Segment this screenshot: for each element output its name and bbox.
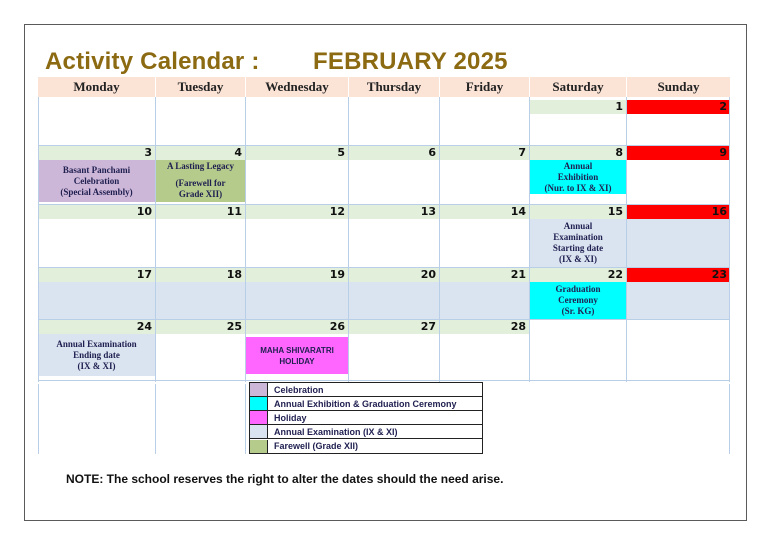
date-cell: 12 [246, 205, 348, 219]
legend-swatch [250, 383, 268, 396]
date-cell: 20 [349, 268, 439, 282]
exam-period-fill [627, 282, 730, 319]
date-cell: 13 [349, 205, 439, 219]
weekday-header-row [38, 77, 730, 97]
date-cell: 14 [440, 205, 529, 219]
grid-line [729, 384, 730, 454]
date-cell: 7 [440, 146, 529, 160]
legend-item [250, 439, 482, 453]
header-sunday: Sunday [627, 77, 730, 97]
grid-line [626, 97, 627, 382]
date-cell: 27 [349, 320, 439, 334]
grid-line [529, 97, 530, 382]
header-tuesday: Tuesday [156, 77, 245, 97]
header-saturday: Saturday [530, 77, 626, 97]
legend-swatch [250, 425, 268, 438]
event-line: HOLIDAY [279, 356, 315, 366]
date-cell: 26 [246, 320, 348, 334]
grid-line [38, 145, 730, 146]
event-line: Ending date [73, 349, 120, 360]
date-cell: 16 [627, 205, 730, 219]
event-line: (Nur. to IX & XI) [544, 182, 612, 193]
event-exam-start [530, 219, 626, 267]
grid-line [38, 97, 39, 382]
legend-label: Annual Exhibition & Graduation Ceremony [274, 398, 457, 409]
event-line: (IX & XI) [77, 360, 116, 371]
header-wednesday: Wednesday [246, 77, 348, 97]
date-cell: 21 [440, 268, 529, 282]
event-line: Annual Examination [56, 338, 137, 349]
grid-line [38, 204, 730, 205]
event-graduation [530, 282, 626, 319]
legend [249, 382, 483, 454]
calendar-grid [38, 97, 730, 382]
date-cell: 28 [440, 320, 529, 334]
legend-label: Farewell (Grade XII) [274, 441, 359, 451]
event-line: Ceremony [558, 295, 598, 305]
legend-swatch [250, 440, 268, 453]
grid-line [439, 97, 440, 382]
date-cell: 23 [627, 268, 730, 282]
title-month: FEBRUARY 2025 [313, 48, 508, 75]
date-cell: 8 [530, 146, 626, 160]
grid-line [729, 97, 730, 382]
legend-label: Annual Examination (IX & XI) [274, 426, 398, 437]
header-monday: Monday [38, 77, 155, 97]
date-cell: 19 [246, 268, 348, 282]
event-line: (Farewell for [175, 178, 226, 188]
date-cell: 18 [156, 268, 245, 282]
grid-line [38, 384, 39, 454]
grid-line [155, 97, 156, 382]
grid-line [348, 97, 349, 382]
event-line: Exhibition [557, 171, 599, 182]
legend-item [250, 425, 482, 439]
event-line: Annual [563, 221, 593, 231]
grid-line [38, 380, 730, 381]
event-exam-end [38, 334, 155, 376]
date-cell: 1 [530, 100, 626, 114]
date-cell: 6 [349, 146, 439, 160]
legend-item [250, 397, 482, 411]
event-line: Starting date [552, 243, 604, 253]
grid-line [38, 319, 730, 320]
event-line: Annual [563, 160, 593, 171]
legend-swatch [250, 397, 268, 410]
grid-line [38, 267, 730, 268]
grid-line [155, 384, 156, 454]
legend-label: Celebration [274, 384, 324, 395]
date-cell: 3 [38, 146, 155, 160]
event-line: (Sr. KG) [561, 306, 595, 316]
date-cell: 5 [246, 146, 348, 160]
event-line: (Special Assembly) [60, 186, 133, 197]
event-line: A Lasting Legacy [166, 161, 234, 171]
date-cell: 4 [156, 146, 245, 160]
event-annual-exhibition [530, 160, 626, 194]
event-line: MAHA SHIVARATRI [260, 345, 334, 355]
date-cell: 11 [156, 205, 245, 219]
legend-swatch [250, 411, 268, 424]
date-cell: 2 [627, 100, 730, 114]
page-title [45, 48, 508, 76]
event-line: Celebration [73, 175, 120, 186]
event-line: Examination [553, 232, 603, 242]
date-cell: 9 [627, 146, 730, 160]
date-cell: 24 [38, 320, 155, 334]
date-cell: 25 [156, 320, 245, 334]
event-line: (IX & XI) [559, 254, 597, 264]
date-cell: 10 [38, 205, 155, 219]
header-thursday: Thursday [349, 77, 439, 97]
event-line: Basant Panchami [62, 164, 131, 175]
grid-line [245, 384, 246, 454]
event-basant-panchami [38, 160, 155, 202]
event-line: Grade XII) [178, 189, 223, 199]
note-text: NOTE: The school reserves the right to alter the dates should the need arise. [66, 472, 504, 486]
date-cell: 17 [38, 268, 155, 282]
exam-period-fill [38, 282, 529, 319]
legend-label: Holiday [274, 412, 307, 423]
exam-period-fill [627, 219, 730, 267]
header-friday: Friday [440, 77, 529, 97]
grid-line [245, 97, 246, 382]
event-lasting-legacy [156, 160, 245, 202]
event-line: Graduation [555, 284, 601, 294]
event-maha-shivaratri [246, 337, 348, 374]
legend-item [250, 411, 482, 425]
title-text: Activity Calendar : [45, 48, 260, 75]
date-cell: 22 [530, 268, 626, 282]
legend-item [250, 383, 482, 397]
date-cell: 15 [530, 205, 626, 219]
